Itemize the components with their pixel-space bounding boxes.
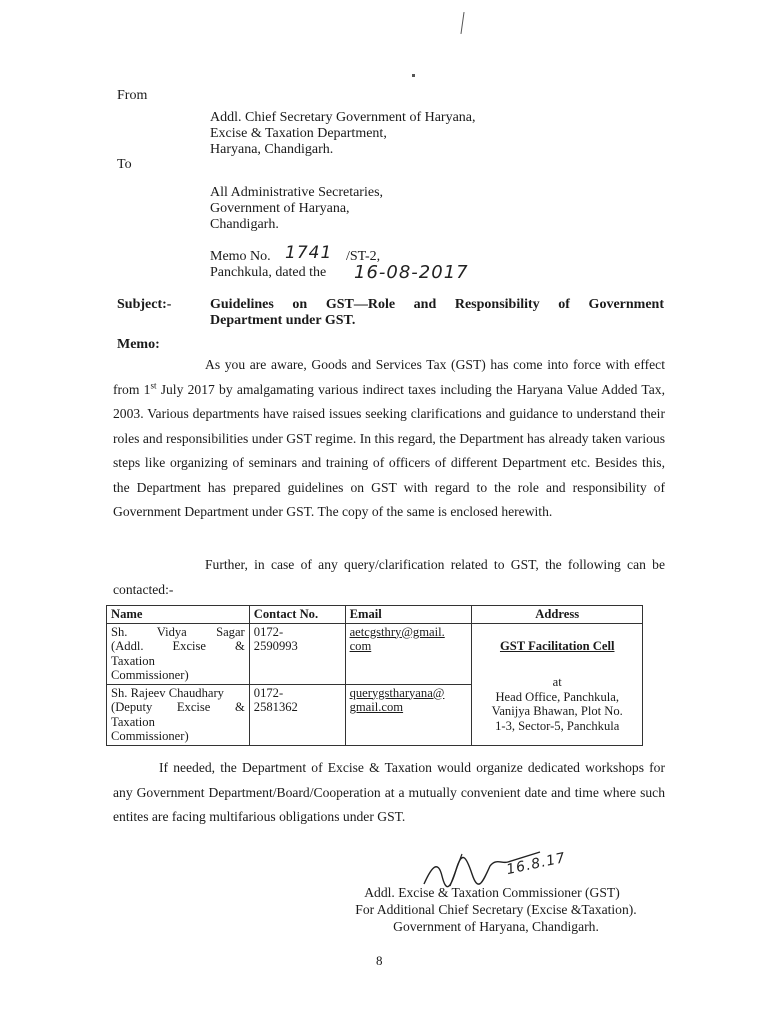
contact-phone: 0172- 2581362 bbox=[249, 684, 345, 745]
subject-line-2: Department under GST. bbox=[210, 313, 356, 328]
address-line-1: Head Office, Panchkula, bbox=[495, 689, 619, 704]
header-contact: Contact No. bbox=[249, 606, 345, 624]
dated-label: Panchkula, dated the bbox=[210, 265, 327, 280]
address-at: at bbox=[552, 675, 562, 689]
contact-email-link[interactable]: querygstharyana@ gmail.com bbox=[345, 684, 472, 745]
memo-no-label: Memo No. bbox=[210, 249, 271, 264]
to-line-2: Government of Haryana, bbox=[210, 201, 350, 216]
table-header-row bbox=[107, 606, 643, 624]
address-line-2: Vanijya Bhawan, Plot No. bbox=[491, 704, 623, 718]
body-paragraph-3: If needed, the Department of Excise & Taxation would organize dedicated workshops for any Government Department/Board/Cooperation at a mutually convenient date and time where such entites are facing multifarious obligations under GST. bbox=[113, 760, 665, 824]
address-cell bbox=[472, 623, 643, 745]
contact-name: Sh. Rajeev Chaudhary (Deputy Excise & Taxation Commissioner) bbox=[107, 684, 250, 745]
memo-heading: Memo: bbox=[117, 337, 160, 352]
body-paragraph-2: Further, in case of any query/clarification related to GST, the following can be contacted:- bbox=[113, 557, 665, 597]
header-address: Address bbox=[472, 606, 643, 624]
signature-line-2: For Additional Chief Secretary (Excise &Taxation). bbox=[355, 902, 637, 917]
table-row bbox=[107, 623, 643, 684]
from-line-2: Excise & Taxation Department, bbox=[210, 126, 387, 141]
signature-date: 16.8.17 bbox=[504, 849, 568, 879]
memo-no-handwritten: 1741 bbox=[285, 243, 333, 263]
from-line-1: Addl. Chief Secretary Government of Haryana, bbox=[210, 110, 476, 125]
from-line-3: Haryana, Chandigarh. bbox=[210, 142, 334, 157]
signature-line-3: Government of Haryana, Chandigarh. bbox=[393, 919, 599, 934]
from-label: From bbox=[117, 88, 148, 103]
address-title: GST Facilitation Cell bbox=[499, 638, 615, 653]
subject-label: Subject:- bbox=[117, 297, 172, 312]
scan-mark bbox=[460, 12, 464, 34]
contact-email-link[interactable]: aetcgsthry@gmail. com bbox=[345, 623, 472, 684]
scan-mark bbox=[412, 74, 415, 77]
header-email: Email bbox=[345, 606, 472, 624]
signature-line-1: Addl. Excise & Taxation Commissioner (GST) bbox=[364, 885, 620, 900]
page-number: 8 bbox=[376, 953, 383, 968]
dated-handwritten: 16-08-2017 bbox=[354, 262, 469, 283]
address-line-3: 1-3, Sector-5, Panchkula bbox=[495, 718, 620, 733]
body-paragraph-1: As you are aware, Goods and Services Tax (GST) has come into force with effect from 1st July 2017 by amalgamating various indirect taxes including the Haryana Value Added Tax, 2003. Various departments have raised issues seeking clarifications and guidance to understand their roles and responsibilities under GST regime. In this regard, the Department has already taken various steps like organizing of seminars and training of officers of different Department etc. Besides this, the Department has prepared guidelines on GST with regard to the role and responsibility of Government Department under GST. The copy of the same is enclosed herewith. bbox=[113, 357, 665, 519]
header-name: Name bbox=[107, 606, 250, 624]
to-line-1: All Administrative Secretaries, bbox=[210, 185, 384, 200]
to-line-3: Chandigarh. bbox=[210, 217, 279, 232]
subject-line-1: Guidelines on GST—Role and Responsibility of Government bbox=[210, 297, 664, 312]
contact-name: Sh. Vidya Sagar (Addl. Excise & Taxation Commissioner) bbox=[107, 623, 250, 684]
memo-suffix: /ST-2, bbox=[346, 249, 381, 264]
contacts-table bbox=[106, 605, 643, 746]
to-label: To bbox=[117, 157, 132, 172]
contact-phone: 0172- 2590993 bbox=[249, 623, 345, 684]
